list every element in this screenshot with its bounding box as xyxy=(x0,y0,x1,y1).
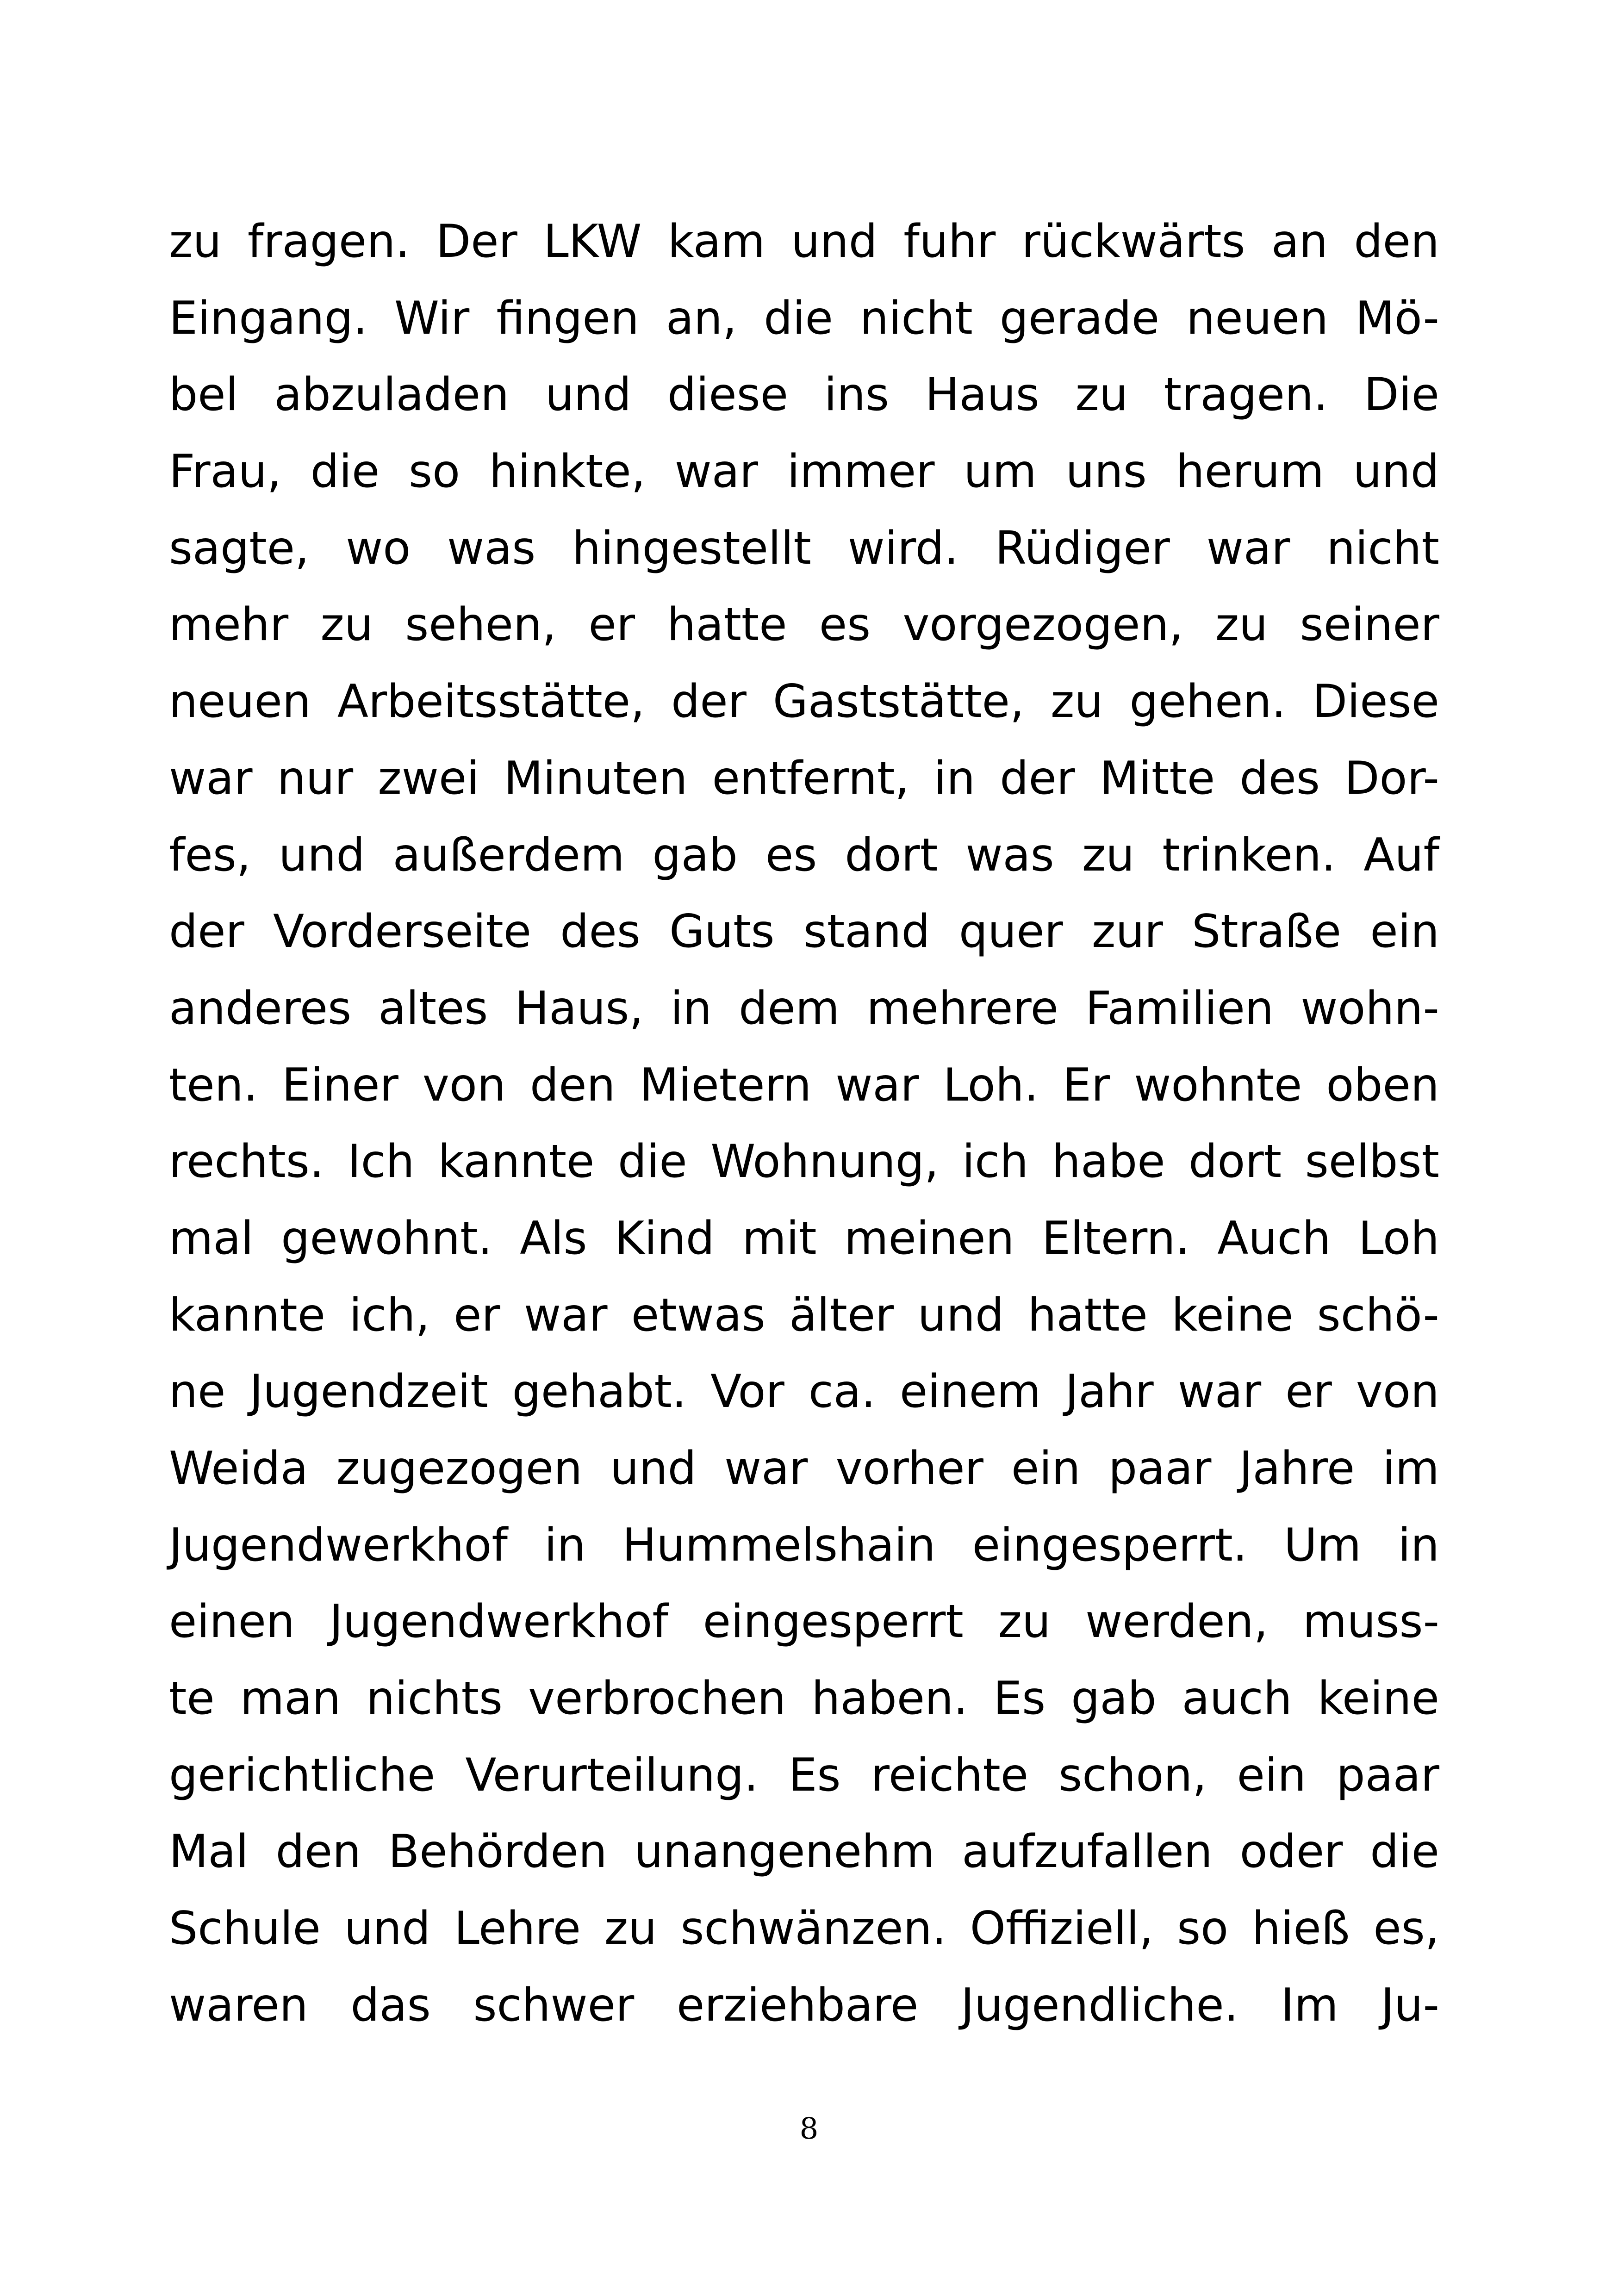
word: Frau, xyxy=(169,445,281,498)
word: haben. xyxy=(811,1672,968,1725)
word: hieß xyxy=(1252,1902,1350,1955)
word: stand xyxy=(803,905,930,958)
word: Jahr xyxy=(1065,1365,1154,1419)
word: Die xyxy=(1363,368,1439,422)
word: kannte xyxy=(438,1135,595,1188)
word: wird. xyxy=(847,522,958,575)
word: Vorderseite xyxy=(273,905,532,958)
word: paar xyxy=(1108,1442,1212,1495)
word: und xyxy=(1353,445,1439,498)
word: sagte, xyxy=(169,522,310,575)
word: dort xyxy=(1189,1135,1282,1188)
word: Mietern xyxy=(639,1058,812,1112)
body-text xyxy=(169,204,1439,2044)
word: hatte xyxy=(667,598,787,652)
word: keine xyxy=(1317,1672,1439,1725)
word: ten. xyxy=(169,1058,258,1112)
word: reichte xyxy=(871,1748,1029,1802)
word: ins xyxy=(824,368,890,422)
word: Eingang. xyxy=(169,292,367,345)
word: gab xyxy=(1071,1672,1157,1725)
word: zu xyxy=(320,598,373,652)
word: gehen. xyxy=(1129,675,1286,728)
word: ich xyxy=(962,1135,1029,1188)
word: gab xyxy=(652,828,738,882)
word: zu xyxy=(998,1595,1051,1649)
text-line xyxy=(169,434,1439,510)
word: unangenehm xyxy=(634,1825,935,1879)
word: waren xyxy=(169,1979,308,2032)
word: war xyxy=(169,752,253,805)
word: Einer xyxy=(282,1058,398,1112)
word: zu xyxy=(1051,675,1103,728)
word: dort xyxy=(845,828,938,882)
word: zu xyxy=(604,1902,657,1955)
word: gehabt. xyxy=(512,1365,687,1419)
word: uns xyxy=(1065,445,1147,498)
word: was xyxy=(965,828,1054,882)
word: Haus, xyxy=(515,982,644,1035)
word: neuen xyxy=(169,675,311,728)
word: Er xyxy=(1062,1058,1110,1112)
word: Es xyxy=(788,1748,841,1802)
word: an xyxy=(1271,215,1328,268)
word: Rüdiger xyxy=(995,522,1170,575)
word: immer xyxy=(787,445,935,498)
word: den xyxy=(530,1058,616,1112)
word: fes, xyxy=(169,828,251,882)
word: zu xyxy=(1082,828,1135,882)
word: und xyxy=(545,368,632,422)
word: muss- xyxy=(1302,1595,1439,1649)
word: ein xyxy=(1237,1748,1307,1802)
word: aufzufallen xyxy=(962,1825,1213,1879)
word: verbrochen xyxy=(528,1672,786,1725)
word: Schule xyxy=(169,1902,321,1955)
word: er xyxy=(588,598,635,652)
word: Auch xyxy=(1217,1212,1331,1265)
text-line xyxy=(169,1354,1439,1431)
word: hingestellt xyxy=(572,522,811,575)
word: Auf xyxy=(1363,828,1439,882)
word: habe xyxy=(1052,1135,1165,1188)
word: des xyxy=(560,905,641,958)
text-line xyxy=(169,1277,1439,1354)
word: Lehre xyxy=(454,1902,581,1955)
word: Guts xyxy=(669,905,775,958)
word: er xyxy=(454,1288,500,1342)
word: das xyxy=(350,1979,431,2032)
word: Diese xyxy=(1312,675,1439,728)
word: neuen xyxy=(1186,292,1329,345)
word: nur xyxy=(277,752,354,805)
text-line xyxy=(169,1124,1439,1201)
text-line xyxy=(169,1507,1439,1584)
word: kannte xyxy=(169,1288,326,1342)
word: außerdem xyxy=(392,828,625,882)
word: Gaststätte, xyxy=(772,675,1025,728)
word: wo xyxy=(346,522,411,575)
word: quer xyxy=(958,905,1063,958)
word: in xyxy=(544,1518,586,1572)
word: mit xyxy=(742,1212,817,1265)
word: gerade xyxy=(999,292,1160,345)
text-line xyxy=(169,204,1439,280)
word: einen xyxy=(169,1595,295,1649)
word: ein xyxy=(1011,1442,1081,1495)
word: der xyxy=(169,905,244,958)
word: hinkte, xyxy=(489,445,646,498)
word: fuhr xyxy=(903,215,996,268)
word: schon, xyxy=(1058,1748,1207,1802)
word: man xyxy=(240,1672,341,1725)
word: älter xyxy=(789,1288,894,1342)
word: und xyxy=(344,1902,431,1955)
word: und xyxy=(279,828,365,882)
word: Verurteilung. xyxy=(465,1748,759,1802)
text-line xyxy=(169,1967,1439,2044)
text-line xyxy=(169,510,1439,587)
word: in xyxy=(1398,1518,1439,1572)
word: diese xyxy=(667,368,789,422)
word: Ich xyxy=(347,1135,415,1188)
word: zwei xyxy=(378,752,479,805)
word: anderes xyxy=(169,982,352,1035)
word: er xyxy=(1285,1365,1332,1419)
word: bel xyxy=(169,368,238,422)
word: war xyxy=(724,1442,808,1495)
word: Jahre xyxy=(1239,1442,1355,1495)
word: um xyxy=(964,445,1037,498)
word: Loh. xyxy=(943,1058,1039,1112)
word: Minuten xyxy=(504,752,688,805)
word: Offiziell, xyxy=(970,1902,1154,1955)
word: Arbeitsstätte, xyxy=(337,675,645,728)
word: ne xyxy=(169,1365,226,1419)
word: Jugendliche. xyxy=(961,1979,1238,2032)
word: Mö- xyxy=(1355,292,1439,345)
text-line xyxy=(169,587,1439,664)
word: Jugendzeit xyxy=(249,1365,488,1419)
word: Um xyxy=(1284,1518,1362,1572)
text-line xyxy=(169,971,1439,1047)
word: abzuladen xyxy=(274,368,510,422)
word: eingesperrt. xyxy=(972,1518,1247,1572)
word: nichts xyxy=(366,1672,503,1725)
word: entfernt, xyxy=(712,752,909,805)
word: hatte xyxy=(1027,1288,1148,1342)
text-line xyxy=(169,1584,1439,1661)
page-number: 8 xyxy=(799,2112,819,2146)
word: etwas xyxy=(631,1288,765,1342)
text-line xyxy=(169,740,1439,817)
word: fragen. xyxy=(247,215,410,268)
word: Ju- xyxy=(1381,1979,1439,2032)
word: tragen. xyxy=(1164,368,1328,422)
word: der xyxy=(1000,752,1076,805)
text-line xyxy=(169,1891,1439,1967)
word: ein xyxy=(1370,905,1439,958)
word: an, xyxy=(666,292,737,345)
word: oder xyxy=(1239,1825,1343,1879)
text-line xyxy=(169,1201,1439,1277)
word: rechts. xyxy=(169,1135,324,1188)
word: te xyxy=(169,1672,215,1725)
text-line xyxy=(169,1431,1439,1507)
word: war xyxy=(523,1288,608,1342)
word: war xyxy=(835,1058,919,1112)
word: Als xyxy=(520,1212,587,1265)
word: so xyxy=(409,445,461,498)
text-line xyxy=(169,894,1439,971)
word: gewohnt. xyxy=(281,1212,492,1265)
word: es xyxy=(819,598,871,652)
word: zu xyxy=(1215,598,1268,652)
word: die xyxy=(1370,1825,1439,1879)
word: auch xyxy=(1182,1672,1292,1725)
word: seiner xyxy=(1300,598,1439,652)
word: zugezogen xyxy=(336,1442,583,1495)
text-line xyxy=(169,1047,1439,1124)
word: Hummelshain xyxy=(622,1518,936,1572)
word: selbst xyxy=(1305,1135,1439,1188)
word: Haus xyxy=(925,368,1039,422)
word: LKW xyxy=(543,215,642,268)
word: war xyxy=(1177,1365,1262,1419)
word: die xyxy=(310,445,380,498)
word: mehr xyxy=(169,598,289,652)
word: dem xyxy=(739,982,840,1035)
word: herum xyxy=(1176,445,1324,498)
word: es, xyxy=(1373,1902,1439,1955)
text-line xyxy=(169,280,1439,357)
word: es xyxy=(765,828,817,882)
word: war xyxy=(1206,522,1290,575)
word: war xyxy=(674,445,759,498)
word: von xyxy=(1356,1365,1439,1419)
word: von xyxy=(422,1058,506,1112)
word: schö- xyxy=(1317,1288,1439,1342)
word: der xyxy=(671,675,747,728)
word: Wir xyxy=(394,292,470,345)
word: Weida xyxy=(169,1442,308,1495)
word: rückwärts xyxy=(1021,215,1245,268)
word: nicht xyxy=(860,292,973,345)
word: Kind xyxy=(615,1212,715,1265)
word: Der xyxy=(436,215,517,268)
word: vorher xyxy=(835,1442,983,1495)
word: zu xyxy=(169,215,222,268)
word: so xyxy=(1177,1902,1229,1955)
word: Im xyxy=(1281,1979,1338,2032)
word: Familien xyxy=(1085,982,1274,1035)
text-line xyxy=(169,1737,1439,1814)
word: kam xyxy=(667,215,765,268)
word: schwänzen. xyxy=(680,1902,946,1955)
word: erziehbare xyxy=(676,1979,919,2032)
word: schwer xyxy=(473,1979,635,2032)
word: in xyxy=(670,982,712,1035)
word: meinen xyxy=(844,1212,1014,1265)
text-line xyxy=(169,357,1439,434)
word: werden, xyxy=(1085,1595,1268,1649)
word: altes xyxy=(378,982,488,1035)
word: Loh xyxy=(1358,1212,1439,1265)
word: was xyxy=(447,522,536,575)
word: Dor- xyxy=(1344,752,1439,805)
word: Jugendwerkhof xyxy=(169,1518,508,1572)
text-line xyxy=(169,817,1439,894)
word: nicht xyxy=(1326,522,1439,575)
word: Es xyxy=(993,1672,1046,1725)
word: in xyxy=(933,752,976,805)
word: sehen, xyxy=(405,598,557,652)
word: fingen xyxy=(496,292,639,345)
word: wohn- xyxy=(1301,982,1439,1035)
word: oben xyxy=(1326,1058,1439,1112)
word: Eltern. xyxy=(1042,1212,1190,1265)
word: die xyxy=(764,292,833,345)
text-line xyxy=(169,1814,1439,1891)
word: den xyxy=(275,1825,361,1879)
word: Behörden xyxy=(388,1825,607,1879)
word: und xyxy=(791,215,877,268)
word: Straße xyxy=(1192,905,1342,958)
word: keine xyxy=(1171,1288,1294,1342)
text-line xyxy=(169,664,1439,740)
word: Wohnung, xyxy=(710,1135,939,1188)
word: einem xyxy=(899,1365,1041,1419)
word: mal xyxy=(169,1212,254,1265)
word: Mal xyxy=(169,1825,249,1879)
word: Jugendwerkhof xyxy=(329,1595,668,1649)
text-line xyxy=(169,1661,1439,1737)
word: und xyxy=(610,1442,697,1495)
word: wohnte xyxy=(1134,1058,1302,1112)
word: eingesperrt xyxy=(703,1595,964,1649)
word: die xyxy=(617,1135,687,1188)
word: den xyxy=(1354,215,1439,268)
word: gerichtliche xyxy=(169,1748,436,1802)
word: zu xyxy=(1075,368,1128,422)
word: paar xyxy=(1336,1748,1439,1802)
word: trinken. xyxy=(1162,828,1336,882)
word: ca. xyxy=(808,1365,876,1419)
word: zur xyxy=(1092,905,1163,958)
word: mehrere xyxy=(866,982,1058,1035)
word: des xyxy=(1239,752,1320,805)
word: und xyxy=(917,1288,1004,1342)
word: Vor xyxy=(710,1365,784,1419)
word: vorgezogen, xyxy=(902,598,1183,652)
word: im xyxy=(1382,1442,1439,1495)
word: Mitte xyxy=(1100,752,1215,805)
word: ich, xyxy=(349,1288,430,1342)
